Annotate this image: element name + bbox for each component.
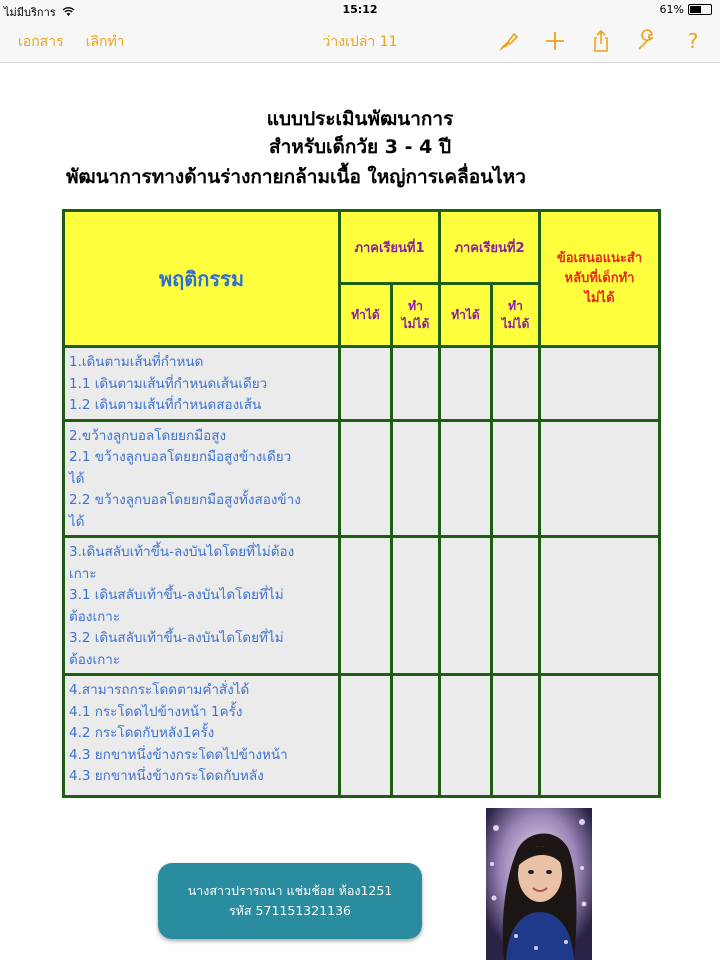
carrier-label: ไม่มีบริการ [4, 3, 75, 21]
s2-cannot-do-header: ทำ ไม่ได้ [492, 284, 540, 347]
documents-button[interactable]: เอกสาร [18, 34, 64, 50]
suggestion-header: ข้อเสนอแนะสำ หลับที่เด็กทำ ไม่ได้ [540, 211, 660, 347]
svg-text:?: ? [687, 29, 699, 53]
table-cell[interactable] [492, 347, 540, 421]
table-cell[interactable] [340, 347, 392, 421]
behavior-item-3[interactable]: 3.เดินสลับเท้าขึ้น-ลงบันไดโดยที่ไม่ต้อง เกาะ 3.1 เดินสลับเท้าขึ้น-ลงบันไดโดยที่ไม่ ต้องเกาะ 3.2 เดินสลับเท้าขึ้น-ลงบันไดโดยที่ไม่ ต้องเกาะ [64, 537, 340, 675]
semester-2-header: ภาคเรียนที่2 [440, 211, 540, 284]
behavior-header: พฤติกรรม [64, 211, 340, 347]
table-cell[interactable] [392, 675, 440, 797]
table-cell[interactable] [392, 347, 440, 421]
undo-button[interactable]: เลิกทำ [85, 34, 125, 50]
table-cell[interactable] [540, 420, 660, 537]
behavior-item-4[interactable]: 4.สามารถกระโดดตามคำสั่งได้ 4.1 กระโดดไปข้างหน้า 1ครั้ง 4.2 กระโดดกับหลัง1ครั้ง 4.3 ยกขาหนึ่งข้างกระโดดไปข้างหน้า 4.3 ยกขาหนึ่งข้างกระโดดกับหลัง [64, 675, 340, 797]
table-cell[interactable] [540, 347, 660, 421]
table-cell[interactable] [492, 420, 540, 537]
table-cell[interactable] [440, 347, 492, 421]
battery-status [660, 3, 712, 16]
table-cell[interactable] [492, 675, 540, 797]
document-name[interactable]: ว่างเปล่า 11 [322, 34, 398, 50]
table-cell[interactable] [440, 675, 492, 797]
evaluation-table [62, 209, 661, 798]
table-cell[interactable] [392, 420, 440, 537]
s1-can-do-header: ทำได้ [340, 284, 392, 347]
share-icon[interactable] [588, 28, 614, 54]
status-bar [0, 0, 720, 20]
battery-icon [688, 4, 712, 15]
table-cell[interactable] [340, 537, 392, 675]
document-title-line-3: พัฒนาการทางด้านร่างกายกล้ามเนื้อ ใหญ่การเคลื่อนไหว [66, 166, 526, 188]
help-icon[interactable] [680, 28, 706, 54]
document-title-line-1: แบบประเมินพัฒนาการ [266, 108, 454, 130]
table-cell[interactable] [492, 537, 540, 675]
table-cell[interactable] [440, 420, 492, 537]
add-icon[interactable] [542, 28, 568, 54]
table-cell[interactable] [540, 537, 660, 675]
student-photo[interactable] [486, 808, 592, 960]
table-cell[interactable] [340, 420, 392, 537]
student-name: นางสาวปรารถนา แช่มช้อย ห้อง1251 [187, 883, 393, 898]
table-cell[interactable] [340, 675, 392, 797]
behavior-item-2[interactable]: 2.ขว้างลูกบอลโดยยกมือสูง 2.1 ขว้างลูกบอลโดยยกมือสูงข้างเดียว ได้ 2.2 ขว้างลูกบอลโดยยกมือสูงทั้งสองข้าง ได้ [64, 420, 340, 537]
format-brush-icon[interactable] [496, 28, 522, 54]
table-cell[interactable] [540, 675, 660, 797]
table-cell[interactable] [392, 537, 440, 675]
s1-cannot-do-header: ทำ ไม่ได้ [392, 284, 440, 347]
wrench-icon[interactable] [634, 28, 660, 54]
battery-percent: 61% [659, 3, 684, 16]
behavior-item-1[interactable]: 1.เดินตามเส้นที่กำหนด 1.1 เดินตามเส้นที่กำหนดเส้นเดียว 1.2 เดินตามเส้นที่กำหนดสองเส้น [64, 347, 340, 421]
s2-can-do-header: ทำได้ [440, 284, 492, 347]
clock: 15:12 [342, 3, 378, 16]
student-name-card[interactable] [158, 863, 422, 939]
semester-1-header: ภาคเรียนที่1 [340, 211, 440, 284]
app-toolbar [0, 20, 720, 63]
document-title-line-2: สำหรับเด็กวัย 3 - 4 ปี [268, 136, 452, 158]
table-cell[interactable] [440, 537, 492, 675]
student-id: รหัส 571151321136 [229, 903, 351, 918]
